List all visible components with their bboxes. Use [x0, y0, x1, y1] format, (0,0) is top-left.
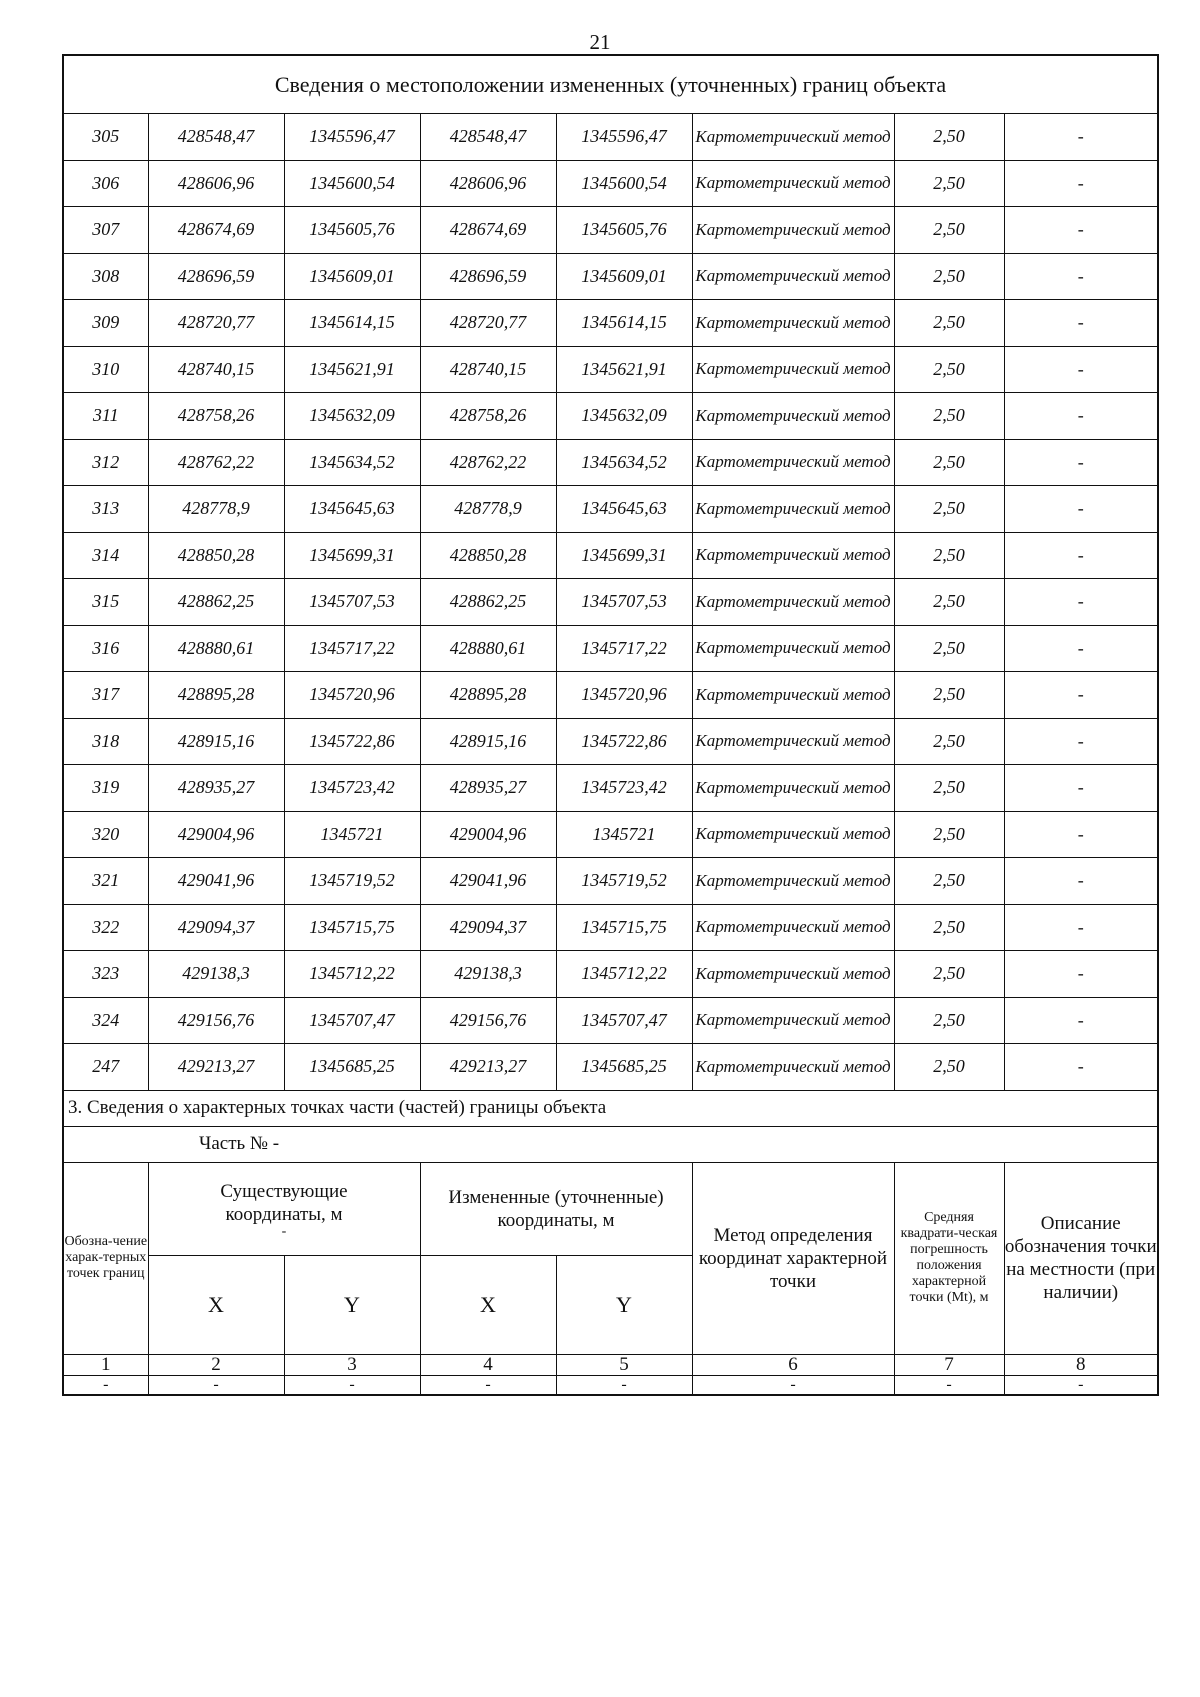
table-row [63, 625, 1158, 672]
table-row [63, 207, 1158, 254]
point-id-cell: 309 [63, 300, 148, 347]
changed-x-cell: 428740,15 [420, 346, 556, 393]
point-id-cell: 323 [63, 951, 148, 998]
description-cell: - [1004, 951, 1158, 998]
changed-x-cell: 429094,37 [420, 904, 556, 951]
changed-y-cell: 1345645,63 [556, 486, 692, 533]
table-row [63, 253, 1158, 300]
existing-y-cell: 1345712,22 [284, 951, 420, 998]
changed-y-cell: 1345717,22 [556, 625, 692, 672]
description-cell: - [1004, 486, 1158, 533]
table-row [63, 858, 1158, 905]
existing-y-cell: 1345621,91 [284, 346, 420, 393]
method-cell: Картометрический метод [692, 858, 894, 905]
existing-y-cell: 1345645,63 [284, 486, 420, 533]
method-cell: Картометрический метод [692, 253, 894, 300]
mt-cell: 2,50 [894, 718, 1004, 765]
table-row [63, 904, 1158, 951]
changed-x-cell: 428696,59 [420, 253, 556, 300]
header-mt: Средняя квадрати-ческая погрешность положения характерной точки (Mt), м [894, 1162, 1004, 1354]
changed-x-cell: 428674,69 [420, 207, 556, 254]
table-row [63, 951, 1158, 998]
changed-x-cell: 428880,61 [420, 625, 556, 672]
method-cell: Картометрический метод [692, 997, 894, 1044]
existing-y-cell: 1345721 [284, 811, 420, 858]
point-id-cell: 313 [63, 486, 148, 533]
point-id-cell: 247 [63, 1044, 148, 1091]
existing-x-cell: 429138,3 [148, 951, 284, 998]
table-row [63, 300, 1158, 347]
mt-cell: 2,50 [894, 346, 1004, 393]
changed-y-cell: 1345707,53 [556, 579, 692, 626]
method-cell: Картометрический метод [692, 811, 894, 858]
existing-y-cell: 1345699,31 [284, 532, 420, 579]
column-number-cell: 2 [148, 1354, 284, 1375]
method-cell: Картометрический метод [692, 114, 894, 161]
mt-cell: 2,50 [894, 765, 1004, 812]
empty-cell: - [284, 1375, 420, 1395]
point-id-cell: 307 [63, 207, 148, 254]
page-number: 21 [589, 30, 611, 54]
empty-cell: - [1004, 1375, 1158, 1395]
changed-y-cell: 1345721 [556, 811, 692, 858]
mt-cell: 2,50 [894, 532, 1004, 579]
table-row [63, 811, 1158, 858]
point-id-cell: 311 [63, 393, 148, 440]
mt-cell: 2,50 [894, 904, 1004, 951]
header-method: Метод определения координат характерной точки [692, 1162, 894, 1354]
point-id-cell: 317 [63, 672, 148, 719]
existing-y-cell: 1345707,53 [284, 579, 420, 626]
empty-cell: - [420, 1375, 556, 1395]
existing-y-cell: 1345632,09 [284, 393, 420, 440]
changed-y-cell: 1345632,09 [556, 393, 692, 440]
changed-y-cell: 1345723,42 [556, 765, 692, 812]
changed-y-cell: 1345621,91 [556, 346, 692, 393]
table-row [63, 114, 1158, 161]
changed-y-cell: 1345614,15 [556, 300, 692, 347]
table-row [63, 1044, 1158, 1091]
changed-y-cell: 1345605,76 [556, 207, 692, 254]
empty-cell: - [894, 1375, 1004, 1395]
column-number-cell: 7 [894, 1354, 1004, 1375]
description-cell: - [1004, 625, 1158, 672]
description-cell: - [1004, 904, 1158, 951]
part-label: Часть № - [63, 1126, 1158, 1162]
existing-x-cell: 428720,77 [148, 300, 284, 347]
method-cell: Картометрический метод [692, 486, 894, 533]
changed-y-cell: 1345720,96 [556, 672, 692, 719]
header-existing-y: Y [284, 1255, 420, 1354]
existing-x-cell: 428606,96 [148, 160, 284, 207]
changed-x-cell: 429138,3 [420, 951, 556, 998]
description-cell: - [1004, 997, 1158, 1044]
existing-x-cell: 429094,37 [148, 904, 284, 951]
changed-x-cell: 429041,96 [420, 858, 556, 905]
description-cell: - [1004, 672, 1158, 719]
existing-y-cell: 1345600,54 [284, 160, 420, 207]
description-cell: - [1004, 346, 1158, 393]
changed-x-cell: 428720,77 [420, 300, 556, 347]
description-cell: - [1004, 114, 1158, 161]
empty-cell: - [63, 1375, 148, 1395]
existing-x-cell: 428696,59 [148, 253, 284, 300]
existing-y-cell: 1345634,52 [284, 439, 420, 486]
method-cell: Картометрический метод [692, 904, 894, 951]
existing-x-cell: 428850,28 [148, 532, 284, 579]
description-cell: - [1004, 1044, 1158, 1091]
existing-x-cell: 428915,16 [148, 718, 284, 765]
mt-cell: 2,50 [894, 439, 1004, 486]
header-existing-coords [148, 1162, 420, 1255]
header-changed-coords: Измененные (уточненные) координаты, м [420, 1162, 692, 1255]
changed-x-cell: 428862,25 [420, 579, 556, 626]
mt-cell: 2,50 [894, 1044, 1004, 1091]
method-cell: Картометрический метод [692, 532, 894, 579]
changed-x-cell: 429213,27 [420, 1044, 556, 1091]
existing-x-cell: 428862,25 [148, 579, 284, 626]
method-cell: Картометрический метод [692, 439, 894, 486]
changed-y-cell: 1345699,31 [556, 532, 692, 579]
existing-y-cell: 1345605,76 [284, 207, 420, 254]
table-title: Сведения о местоположении измененных (уточненных) границ объекта [63, 55, 1158, 114]
mt-cell: 2,50 [894, 858, 1004, 905]
description-cell: - [1004, 207, 1158, 254]
changed-y-cell: 1345712,22 [556, 951, 692, 998]
description-cell: - [1004, 718, 1158, 765]
existing-x-cell: 428880,61 [148, 625, 284, 672]
existing-y-cell: 1345715,75 [284, 904, 420, 951]
existing-x-cell: 428895,28 [148, 672, 284, 719]
changed-x-cell: 428762,22 [420, 439, 556, 486]
method-cell: Картометрический метод [692, 765, 894, 812]
table-row [63, 393, 1158, 440]
existing-x-cell: 429156,76 [148, 997, 284, 1044]
existing-y-cell: 1345722,86 [284, 718, 420, 765]
description-cell: - [1004, 811, 1158, 858]
mt-cell: 2,50 [894, 672, 1004, 719]
header-point-designation: Обозна-чение харак-терных точек границ [63, 1162, 148, 1354]
existing-x-cell: 429041,96 [148, 858, 284, 905]
changed-x-cell: 428606,96 [420, 160, 556, 207]
table-row [63, 439, 1158, 486]
description-cell: - [1004, 253, 1158, 300]
column-number-cell: 8 [1004, 1354, 1158, 1375]
method-cell: Картометрический метод [692, 346, 894, 393]
point-id-cell: 308 [63, 253, 148, 300]
method-cell: Картометрический метод [692, 718, 894, 765]
existing-y-cell: 1345596,47 [284, 114, 420, 161]
changed-x-cell: 429004,96 [420, 811, 556, 858]
mt-cell: 2,50 [894, 811, 1004, 858]
header-changed-y: Y [556, 1255, 692, 1354]
method-cell: Картометрический метод [692, 300, 894, 347]
point-id-cell: 306 [63, 160, 148, 207]
changed-y-cell: 1345596,47 [556, 114, 692, 161]
column-number-cell: 4 [420, 1354, 556, 1375]
mt-cell: 2,50 [894, 253, 1004, 300]
changed-x-cell: 428758,26 [420, 393, 556, 440]
point-id-cell: 319 [63, 765, 148, 812]
method-cell: Картометрический метод [692, 625, 894, 672]
mt-cell: 2,50 [894, 579, 1004, 626]
table-row [63, 579, 1158, 626]
changed-y-cell: 1345715,75 [556, 904, 692, 951]
table-row [63, 160, 1158, 207]
existing-y-cell: 1345717,22 [284, 625, 420, 672]
changed-y-cell: 1345600,54 [556, 160, 692, 207]
point-id-cell: 305 [63, 114, 148, 161]
method-cell: Картометрический метод [692, 393, 894, 440]
method-cell: Картометрический метод [692, 160, 894, 207]
existing-y-cell: 1345707,47 [284, 997, 420, 1044]
column-number-cell: 6 [692, 1354, 894, 1375]
header-existing-coords-label: Существующие координаты, м [220, 1180, 348, 1225]
point-id-cell: 310 [63, 346, 148, 393]
mt-cell: 2,50 [894, 486, 1004, 533]
existing-x-cell: 428674,69 [148, 207, 284, 254]
header-changed-x: X [420, 1255, 556, 1354]
existing-y-cell: 1345614,15 [284, 300, 420, 347]
point-id-cell: 312 [63, 439, 148, 486]
point-id-cell: 318 [63, 718, 148, 765]
changed-y-cell: 1345707,47 [556, 997, 692, 1044]
header-existing-dash: - [281, 1223, 287, 1239]
point-id-cell: 322 [63, 904, 148, 951]
changed-x-cell: 428915,16 [420, 718, 556, 765]
changed-y-cell: 1345685,25 [556, 1044, 692, 1091]
existing-y-cell: 1345719,52 [284, 858, 420, 905]
table-row [63, 532, 1158, 579]
point-id-cell: 316 [63, 625, 148, 672]
method-cell: Картометрический метод [692, 1044, 894, 1091]
point-id-cell: 320 [63, 811, 148, 858]
changed-y-cell: 1345634,52 [556, 439, 692, 486]
description-cell: - [1004, 393, 1158, 440]
column-number-row [63, 1354, 1158, 1375]
description-cell: - [1004, 532, 1158, 579]
existing-y-cell: 1345720,96 [284, 672, 420, 719]
mt-cell: 2,50 [894, 997, 1004, 1044]
changed-x-cell: 428850,28 [420, 532, 556, 579]
header-description: Описание обозначения точки на местности (при наличии) [1004, 1162, 1158, 1354]
existing-x-cell: 428758,26 [148, 393, 284, 440]
changed-x-cell: 428548,47 [420, 114, 556, 161]
description-cell: - [1004, 765, 1158, 812]
existing-y-cell: 1345723,42 [284, 765, 420, 812]
table-row [63, 486, 1158, 533]
method-cell: Картометрический метод [692, 672, 894, 719]
existing-x-cell: 429004,96 [148, 811, 284, 858]
empty-data-row [63, 1375, 1158, 1395]
changed-x-cell: 428935,27 [420, 765, 556, 812]
column-number-cell: 5 [556, 1354, 692, 1375]
existing-x-cell: 428548,47 [148, 114, 284, 161]
section-3-title: 3. Сведения о характерных точках части (частей) границы объекта [63, 1090, 1158, 1126]
method-cell: Картометрический метод [692, 207, 894, 254]
existing-x-cell: 428762,22 [148, 439, 284, 486]
changed-x-cell: 428895,28 [420, 672, 556, 719]
table-row [63, 718, 1158, 765]
existing-x-cell: 429213,27 [148, 1044, 284, 1091]
existing-y-cell: 1345685,25 [284, 1044, 420, 1091]
changed-x-cell: 429156,76 [420, 997, 556, 1044]
existing-x-cell: 428935,27 [148, 765, 284, 812]
mt-cell: 2,50 [894, 207, 1004, 254]
changed-y-cell: 1345609,01 [556, 253, 692, 300]
description-cell: - [1004, 439, 1158, 486]
method-cell: Картометрический метод [692, 951, 894, 998]
description-cell: - [1004, 300, 1158, 347]
changed-x-cell: 428778,9 [420, 486, 556, 533]
empty-cell: - [148, 1375, 284, 1395]
description-cell: - [1004, 160, 1158, 207]
boundary-table [62, 54, 1159, 1396]
mt-cell: 2,50 [894, 300, 1004, 347]
mt-cell: 2,50 [894, 393, 1004, 440]
existing-x-cell: 428740,15 [148, 346, 284, 393]
table-row [63, 346, 1158, 393]
column-number-cell: 3 [284, 1354, 420, 1375]
mt-cell: 2,50 [894, 114, 1004, 161]
point-id-cell: 321 [63, 858, 148, 905]
table-row [63, 672, 1158, 719]
mt-cell: 2,50 [894, 951, 1004, 998]
point-id-cell: 314 [63, 532, 148, 579]
description-cell: - [1004, 858, 1158, 905]
point-id-cell: 324 [63, 997, 148, 1044]
changed-y-cell: 1345722,86 [556, 718, 692, 765]
description-cell: - [1004, 579, 1158, 626]
existing-x-cell: 428778,9 [148, 486, 284, 533]
existing-y-cell: 1345609,01 [284, 253, 420, 300]
mt-cell: 2,50 [894, 160, 1004, 207]
table-row [63, 997, 1158, 1044]
empty-cell: - [556, 1375, 692, 1395]
method-cell: Картометрический метод [692, 579, 894, 626]
point-id-cell: 315 [63, 579, 148, 626]
header-existing-x: X [148, 1255, 284, 1354]
column-number-cell: 1 [63, 1354, 148, 1375]
mt-cell: 2,50 [894, 625, 1004, 672]
table-row [63, 765, 1158, 812]
changed-y-cell: 1345719,52 [556, 858, 692, 905]
empty-cell: - [692, 1375, 894, 1395]
